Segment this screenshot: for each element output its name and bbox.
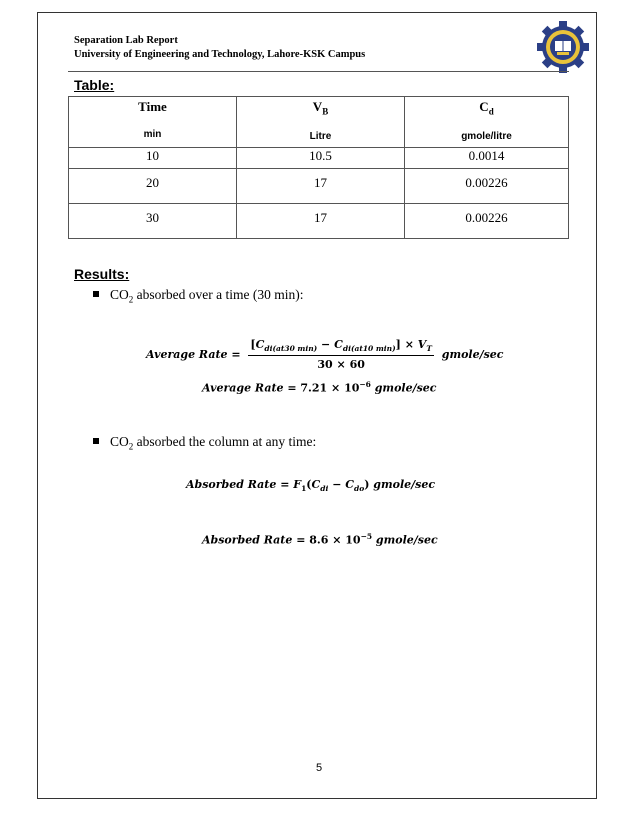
table-cell: 20 [69, 169, 237, 204]
table-row [69, 148, 569, 169]
column-header-name: $V_B$ [312, 99, 329, 117]
table-cell: 0.00226 [405, 169, 569, 204]
equation-average-rate-formula: Average Rate = $\frac{[C_{di(at30 min)} - C_{di(at10 min)}] \times V_T}{30 \times 60}$ gmole/sec [146, 338, 504, 372]
document-header [74, 34, 365, 62]
bullet-item-co2-any-time: $CO_2$ absorbed the column at any time: [93, 434, 316, 452]
equation-average-rate-result: Average Rate = $7.21 \times 10^{-6}$ gmole/sec [202, 380, 437, 395]
square-bullet-icon [93, 438, 99, 444]
equation-absorbed-rate-formula: Absorbed Rate = $F_1(C_{di} - C_{do})$ gmole/sec [186, 478, 436, 494]
column-header-unit: Litre [309, 130, 332, 142]
university-seal-logo-icon [537, 20, 589, 74]
formula-denominator: 30 × 60 [317, 358, 365, 372]
table-cell: 0.00226 [405, 204, 569, 239]
page-number: 5 [315, 762, 323, 774]
table-row [69, 169, 569, 204]
bullet-item-co2-over-time: $CO_2$ absorbed over a time (30 min): [93, 287, 303, 305]
column-header-unit: min [143, 129, 162, 140]
table-header-row [69, 97, 569, 148]
header-title: Separation Lab Report [74, 35, 178, 46]
column-header-name: $C_d$ [479, 99, 494, 117]
column-header-time [69, 97, 237, 148]
results-section-title: Results: [74, 266, 130, 282]
table-cell: 17 [237, 169, 405, 204]
column-header-name: Time [138, 99, 167, 114]
table-cell: 30 [69, 204, 237, 239]
table-cell: 17 [237, 204, 405, 239]
column-header-concentration [405, 97, 569, 148]
column-header-unit: gmole/litre [461, 130, 512, 142]
square-bullet-icon [93, 291, 99, 297]
table-cell: 0.0014 [405, 148, 569, 169]
header-rule [68, 71, 569, 72]
header-institution: University of Engineering and Technology, Lahore-KSK Campus [74, 49, 366, 60]
table-cell: 10 [69, 148, 237, 169]
equation-absorbed-rate-result: Absorbed Rate = $8.6 \times 10^{-5}$ gmole/sec [202, 532, 438, 547]
table-row [69, 204, 569, 239]
table-section-title: Table: [74, 77, 115, 93]
data-table [68, 96, 569, 239]
table-cell: 10.5 [237, 148, 405, 169]
formula-fraction [248, 338, 433, 371]
formula-numerator: $[C_{di(at30 min)} - C_{di(at10 min)}] \times V_T$ [248, 338, 433, 356]
column-header-volume [237, 97, 405, 148]
